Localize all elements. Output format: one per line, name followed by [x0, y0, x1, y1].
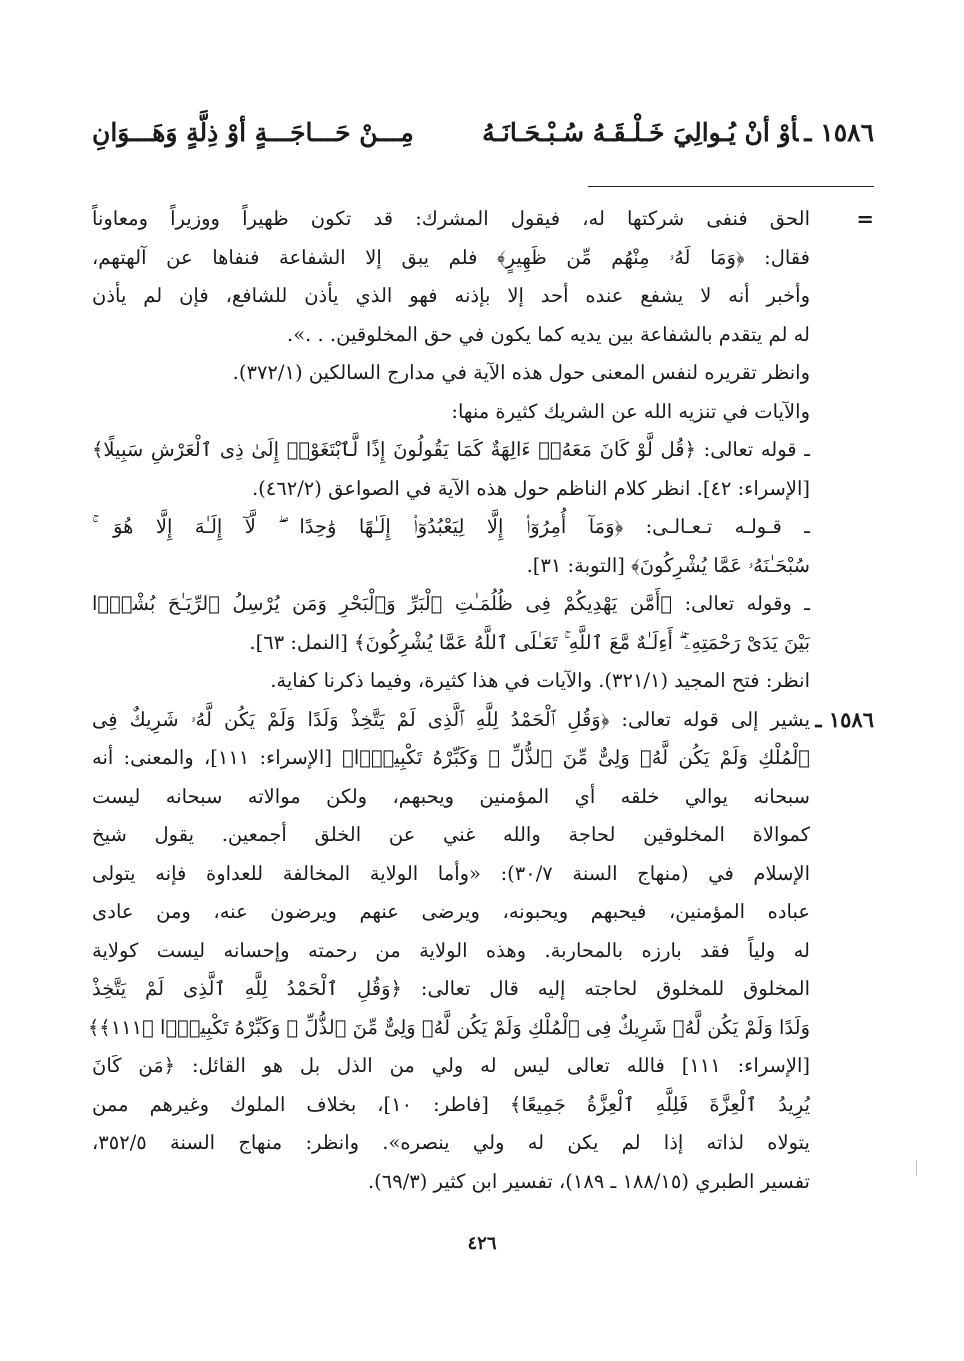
footnote-line: الحق فنفى شركتها له، فيقول المشرك: قد تكون ظهيراً ووزيراً ومعاوناً: [92, 207, 810, 230]
footnote-line: [الإسراء: ١١١] فالله تعالى ليس له ولي من الذل بل هو القائل: ﴿مَن كَانَ: [92, 1054, 810, 1077]
footnote-line: ـ وقوله تعالى: ﴿أَمَّن يَهْدِيكُمْ فِى ظُلُمَـٰتِ ٱلْبَرِّ وَٱلْبَحْرِ وَمَن يُرْسِلُ ٱلرِّيَـٰحَ بُشْرًۢا: [92, 592, 810, 615]
footnote-line: ـ قوله تعالى: ﴿قُل لَّوْ كَانَ مَعَهُۥٓ ءَالِهَةٌ كَمَا يَقُولُونَ إِذًا لَّٱبْتَغَوْا۟ إِلَىٰ ذِى ٱلْعَرْشِ سَبِيلًا﴾: [92, 438, 810, 461]
verse-first-hemistich: [482, 118, 874, 147]
footnote-line: له ولياً فقد بارزه بالمحاربة. وهذه الولاية من رحمته وإحسانه ليست كولاية: [92, 938, 810, 962]
footnote-line: انظر: فتح المجيد (٣٢١/١). والآيات في هذا كثيرة، وفيما ذكرنا كفاية.: [270, 669, 810, 692]
footnote-line: يُرِيدُ ٱلْعِزَّةَ فَلِلَّهِ ٱلْعِزَّةُ جَمِيعًا﴾ [فاطر: ١٠]، بخلاف الملوك وغيرهم ممن: [92, 1092, 810, 1116]
footnote-line: سبحانه يوالي خلقه أي المؤمنين ويحبهم، ولكن موالاته سبحانه ليست: [92, 784, 810, 808]
footnote-line: بَيْنَ يَدَىْ رَحْمَتِهِۦٓ ۗ أَءِلَـٰهٌ مَّعَ ٱللَّهِ ۚ تَعَـٰلَى ٱللَّهُ عَمَّا يُشْرِكُونَ﴾ [النمل: ٦٣].: [249, 630, 810, 654]
footnote-line: ـ قـولـه تـعـالـى: ﴿وَمَآ أُمِرُوٓا۟ إِلَّا لِيَعْبُدُوٓا۟ إِلَـٰهًا وَٰحِدًا ۖ لَّآ إِلَـٰهَ إِلَّا هُوَ ۚ: [92, 515, 810, 538]
scan-speck: [916, 1160, 917, 1176]
footnote-line: يشير إلى قوله تعالى: ﴿وَقُلِ ٱلْحَمْدُ لِلَّهِ ٱلَّذِى لَمْ يَتَّخِذْ وَلَدًا وَلَمْ يَكُن لَّهُۥ شَرِيكٌ فِى: [92, 707, 810, 731]
verse-second-hemistich: مِـــنْ حَـــاجَـــةٍ أوْ ذِلَّةٍ وَهَـــوَانِ: [92, 117, 414, 147]
footnote-line: ٱلْمُلْكِ وَلَمْ يَكُن لَّهُۥ وَلِىٌّ مِّنَ ٱلذُّلِّ ۖ وَكَبِّرْهُ تَكْبِيرًۢا﴾ [الإسراء: ١١١]، والمعنى: أنه: [92, 746, 811, 769]
continuation-marker: =: [856, 206, 874, 231]
poem-verse-header: [92, 108, 874, 156]
footnote-line: وَلَدًا وَلَمْ يَكُن لَّهُۥ شَرِيكٌ فِى ٱلْمُلْكِ وَلَمْ يَكُن لَّهُۥ وَلِىٌّ مِّنَ ٱلذُّلِّ ۖ وَكَبِّرْهُ تَكْبِيرًۢا ﴿١١١﴾﴾: [87, 1015, 810, 1039]
footnote-line: كموالاة المخلوقين لحاجة والله غني عن الخلق أجمعين. يقول شيخ: [92, 823, 810, 846]
footnote-line: المخلوق للمخلوق لحاجته إليه قال تعالى: ﴿وَقُلِ ٱلْحَمْدُ لِلَّهِ ٱلَّذِى لَمْ يَتَّخِذْ: [92, 977, 810, 1000]
verse-first-hemistich-text: أوْ أنْ يُـوالِيَ خَـلْـقَـهُ سُـبْـحَـانَـهُ: [482, 117, 799, 147]
footnote-line: والآيات في تنزيه الله عن الشريك كثيرة منها:: [451, 399, 810, 423]
footnote-line: فقال: ﴿وَمَا لَهُۥ مِنْهُم مِّن ظَهِيرٍ﴾ فلم يبق إلا الشفاعة فنفاها عن آلهتهم،: [92, 245, 810, 269]
footnote-line: عباده المؤمنين، فيحبهم ويحبونه، ويرضى عنهم ويرضون عنه، ومن عادى: [92, 900, 810, 923]
footnote-line: تفسير الطبري (١٨٨/١٥ ـ ١٨٩)، تفسير ابن كثير (٦٩/٣).: [367, 1169, 810, 1193]
footnote-line: يتولاه لذاته إذا لم يكن له ولي ينصره». وانظر: منهاج السنة ٣٥٢/٥،: [92, 1131, 810, 1154]
footnote-line: وانظر تقريره لنفس المعنى حول هذه الآية في مدارج السالكين (٣٧٢/١).: [232, 361, 810, 384]
footnote-line: [الإسراء: ٤٢]. انظر كلام الناظم حول هذه الآية في الصواعق (٤٦٢/٢).: [251, 476, 810, 500]
verse-number: ١٥٨٦ ـ: [804, 117, 874, 147]
footnote-line: له لم يتقدم بالشفاعة بين يديه كما يكون في حق المخلوقين. . .».: [287, 322, 810, 346]
footnote-line: سُبْحَـٰنَهُۥ عَمَّا يُشْرِكُونَ﴾ [التوبة: ٣١].: [526, 553, 810, 577]
footnotes: [87, 200, 874, 1201]
footnote-continuation: [92, 200, 874, 701]
footnote-line: الإسلام في (منهاج السنة ٣٠/٧): «وأما الولاية المخالفة للعداوة فإنه يتولى: [92, 861, 810, 885]
footnote-line: وأخبر أنه لا يشفع عنده أحد إلا بإذنه فهو الذي يأذن للشافع، فإن لم يأذن: [92, 284, 810, 307]
footnote-1586: [87, 701, 874, 1202]
page-number: ٤٢٦: [467, 1233, 497, 1254]
footnote-divider: [588, 186, 874, 187]
footnote-number: ١٥٨٦ ـ: [815, 706, 874, 732]
